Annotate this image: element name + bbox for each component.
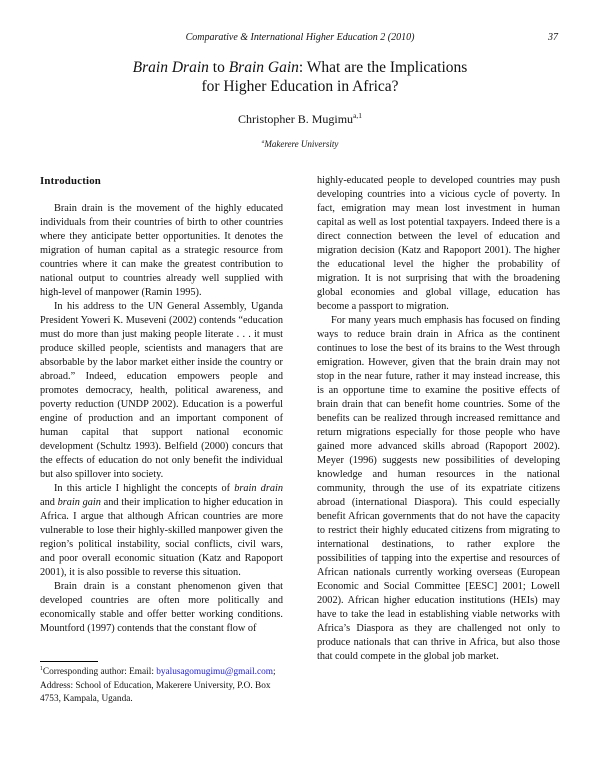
article-title	[0, 58, 600, 96]
article-title-line-1	[0, 58, 600, 77]
text-run: and their implication to higher education in Africa. I argue that although African countries are more vulnerable to lose their highly-skilled manpower given the region’s political instability, social conflicts, civil wars, and poor overall economic situation (Katz and Rapoport 2001), it is also possible to reverse this situation.	[40, 497, 283, 578]
left-column	[40, 174, 283, 706]
email-link[interactable]: byalusagomugimu@gmail.com	[156, 667, 273, 678]
paragraph	[317, 314, 560, 664]
footnote-divider	[40, 661, 98, 662]
text-run: In his address to the UN General Assembly, Uganda President Yoweri K. Museveni (2002) contends “education must do more than just making people literate . . . it must produce skilled people, scientists and managers that are absorbable by the labor market either inside the country or abroad.” Indeed, education empowers people and promotes democracy, health, political awareness, and poverty reduction (UNDP 2002). Education is a powerful engine of production and an important component of human capital that support national economic development (Schultz 1993). Belfield (2000) concurs that the effects of education do not only benefit the individual but also spillover into society.	[40, 301, 283, 480]
author-affiliation	[0, 139, 600, 150]
text-run: Christopher B. Mugimu	[238, 112, 354, 126]
text-run: and	[40, 497, 58, 508]
text-run: highly-educated people to developed countries may push developing countries into a vicious cycle of poverty. In fact, emigration may mean lost investment in human capital as well as lost potential taxpayers. Indeed there is a direct connection between the level of education and migration decision (Katz and Rapoport 2001). The higher the educational level the higher the probability of migration. It is not surprising that with the broadening global economies and global village, education has become a passport to migration.	[317, 175, 560, 312]
section-heading-introduction: Introduction	[40, 175, 101, 187]
text-run: Corresponding author: Email:	[42, 667, 157, 678]
italic-text: brain drain	[234, 483, 283, 494]
journal-header: Comparative & International Higher Education 2 (2010)	[185, 32, 415, 43]
right-column	[317, 174, 560, 706]
paragraph	[40, 580, 283, 636]
paragraph	[40, 482, 283, 580]
article-title-line-2	[0, 77, 600, 96]
right-column-paragraphs	[317, 174, 560, 664]
text-run: Brain drain is a constant phenomenon given that developed countries are often more politically and economically stable and offer better working conditions. Mountford (1997) contends that the constant flow of	[40, 581, 283, 634]
text-run: In this article I highlight the concepts of	[54, 483, 235, 494]
text-run: for Higher Education in Africa?	[201, 78, 399, 95]
journal-header-row	[0, 32, 600, 44]
paragraph	[40, 202, 283, 300]
page-number: 37	[548, 32, 558, 43]
text-run: ; Address: School of Education, Makerere University, P.O. Box 4753, Kampala, Uganda.	[40, 667, 276, 704]
text-run: to	[208, 59, 229, 76]
italic-text: Brain Gain	[228, 59, 299, 76]
author-name	[0, 112, 600, 126]
italic-text: Brain Drain	[132, 59, 209, 76]
superscript-marker: 1	[40, 666, 43, 673]
superscript-marker: a	[261, 139, 265, 145]
footnote	[40, 653, 283, 706]
paragraph	[40, 300, 283, 482]
italic-text: brain gain	[57, 497, 101, 508]
text-run: Makerere University	[264, 139, 339, 149]
paragraph	[317, 174, 560, 314]
text-run: For many years much emphasis has focused on finding ways to reduce brain drain in Africa as the continent continues to lose the best of its brains to the West through emigration. However, given that the brain drain may not stop in the near future, rather it may instead increase, this is an opportune time to examine the positive effects of brain drain that can benefit home countries. Some of the benefits can be realized through increased remittance and return migrations especially for those people who have gained more advanced skills abroad (Rapoport 2002). Meyer (1996) suggests new possibilities of developing knowledge and human resources in the national community, through the use of its expatriate citizens abroad (international Diaspora). This could especially benefit African governments that do not have the capacity to restrict their highly educated citizens from migrating to international destinations, to rather explore the possibilities of tapping into the expertise and resources of African nationals currently working overseas (European Economic and Social Committee [EESC] 2001; Lowell 2002). African higher education institutions (HEIs) may have to take the lead in establishing viable networks with Africa’s Diaspora as they are challenged not only to produce nationals that can thrive in Africa, but also those that could compete in the global job market.	[317, 315, 560, 662]
article-body	[0, 174, 600, 706]
text-run: : What are the Implications	[298, 59, 468, 76]
superscript-marker: a,1	[353, 111, 362, 120]
left-column-paragraphs	[40, 202, 283, 636]
text-run: Brain drain is the movement of the highly educated individuals from their countries of birth to other countries where they anticipate better opportunities. It denotes the migration of human capital as a strategic resource from countries where it can make the greatest contribution to national output to countries already well supplied with high-level of manpower (Ramin 1995).	[40, 203, 283, 298]
footnote-text	[40, 666, 283, 706]
